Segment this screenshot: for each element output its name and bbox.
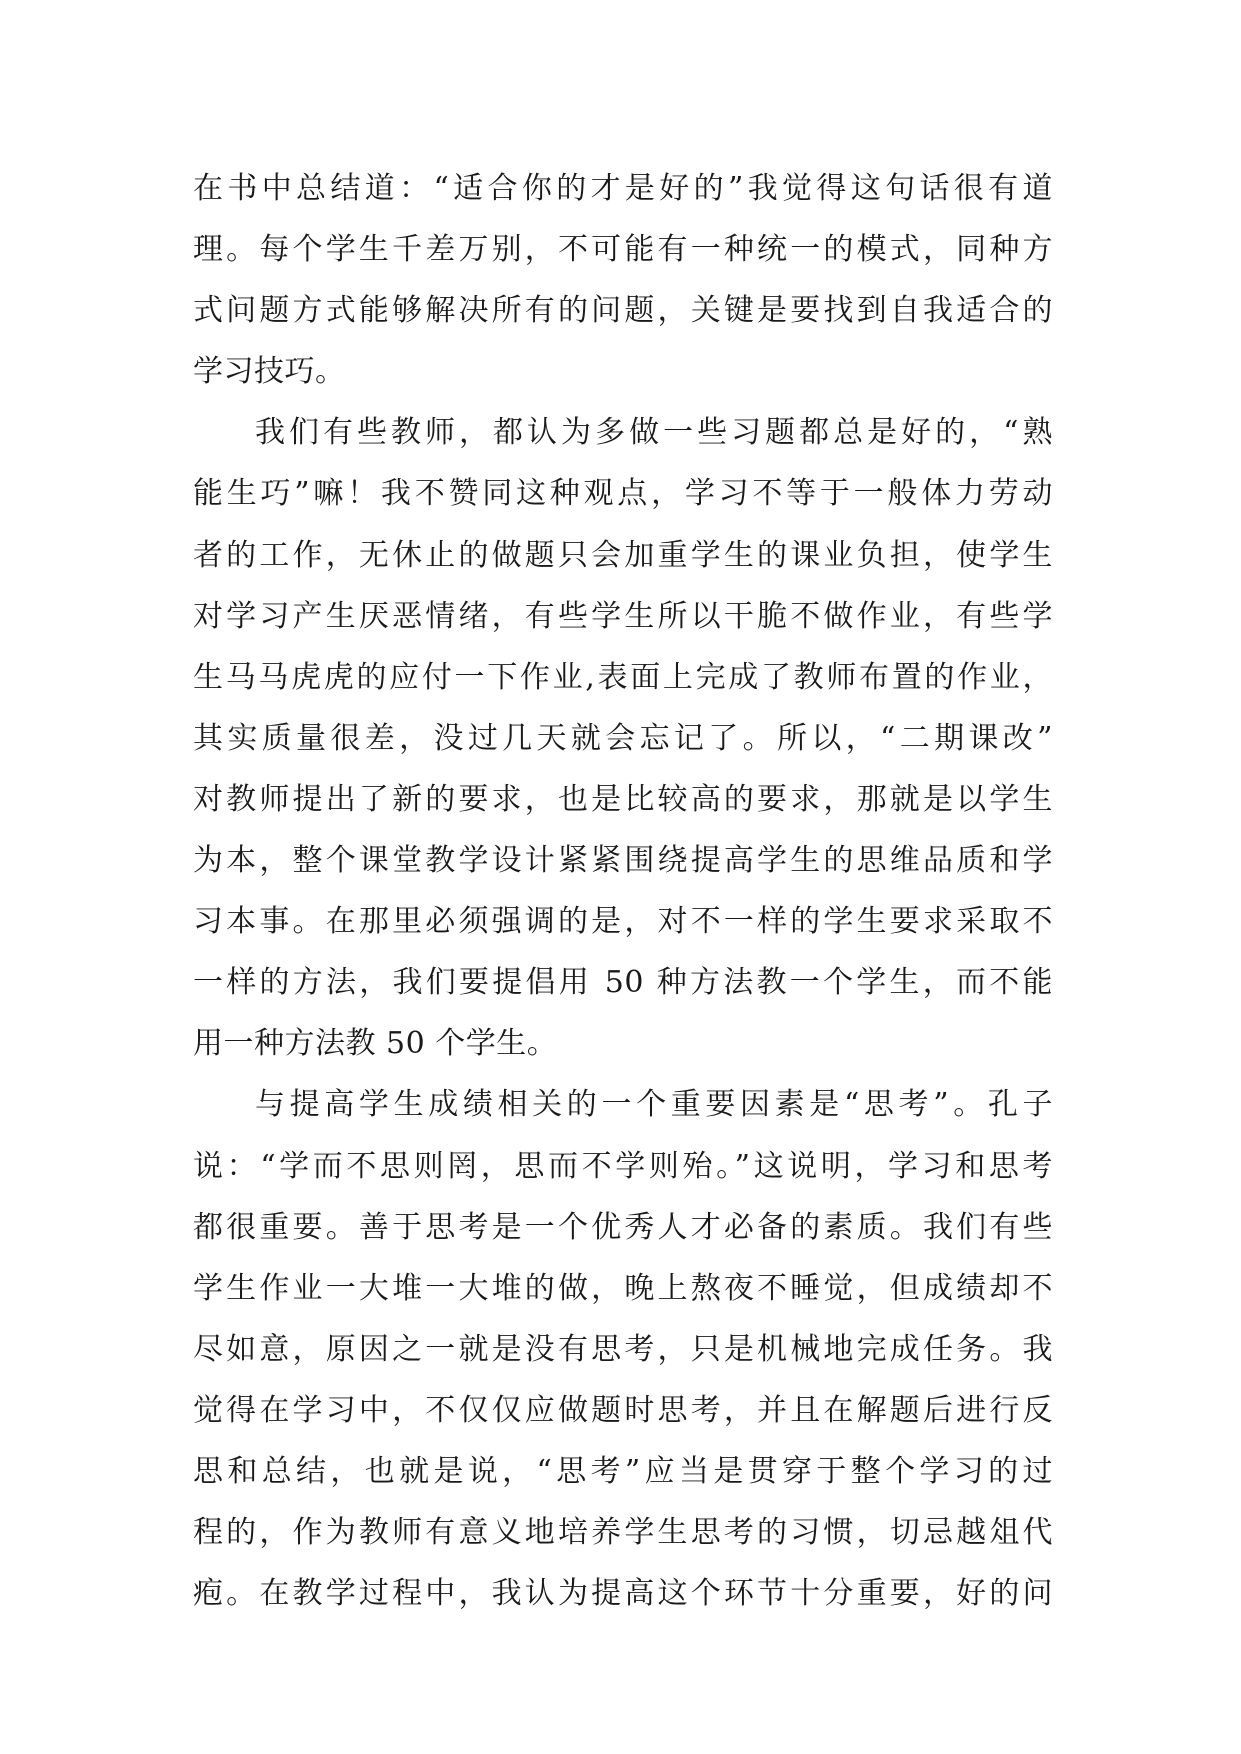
- text-line: 习本事。在那里必须强调的是，对不一样的学生要求采取不: [193, 904, 1053, 940]
- text-line: 式问题方式能够解决所有的问题，关键是要找到自我适合的: [193, 293, 1053, 329]
- text-line: 能生巧”嘛！我不赞同这种观点，学习不等于一般体力劳动: [193, 476, 1053, 512]
- text-line: 用一种方法教 50 个学生。: [193, 1026, 558, 1062]
- text-line: 为本，整个课堂教学设计紧紧围绕提高学生的思维品质和学: [193, 843, 1053, 879]
- text-line: 思和总结，也就是说，“思考”应当是贯穿于整个学习的过: [193, 1453, 1053, 1489]
- text-line: 学生作业一大堆一大堆的做，晚上熬夜不睡觉，但成绩却不: [193, 1270, 1053, 1306]
- text-line: 在书中总结道：“适合你的才是好的”我觉得这句话很有道: [193, 171, 1053, 206]
- text-line: 尽如意，原因之一就是没有思考，只是机械地完成任务。我: [193, 1331, 1053, 1367]
- text-line: 生马马虎虎的应付一下作业,表面上完成了教师布置的作业，: [193, 659, 1053, 695]
- text-line: 觉得在学习中，不仅仅应做题时思考，并且在解题后进行反: [193, 1392, 1053, 1428]
- text-line: 对学习产生厌恶情绪，有些学生所以干脆不做作业，有些学: [193, 598, 1053, 634]
- text-line: 学习技巧。: [193, 354, 346, 390]
- text-line: 程的，作为教师有意义地培养学生思考的习惯，切忌越俎代: [193, 1515, 1053, 1551]
- text-line: 者的工作，无休止的做题只会加重学生的课业负担，使学生: [193, 537, 1053, 573]
- text-line: 疱。在教学过程中，我认为提高这个环节十分重要，好的问: [193, 1576, 1053, 1612]
- body-text: [193, 158, 1053, 1624]
- text-line: 其实质量很差，没过几天就会忘记了。所以，“二期课改”: [193, 720, 1053, 756]
- text-line: 对教师提出了新的要求，也是比较高的要求，那就是以学生: [193, 781, 1053, 817]
- text-line: 都很重要。善于思考是一个优秀人才必备的素质。我们有些: [193, 1209, 1053, 1245]
- text-line: 与提高学生成绩相关的一个重要因素是“思考”。孔子: [255, 1087, 1053, 1123]
- text-line: 一样的方法，我们要提倡用 50 种方法教一个学生，而不能: [193, 965, 1053, 1001]
- text-line: 理。每个学生千差万别，不可能有一种统一的模式，同种方: [193, 232, 1053, 268]
- text-line: 说：“学而不思则罔，思而不学则殆。”这说明，学习和思考: [193, 1148, 1053, 1184]
- text-line: 我们有些教师，都认为多做一些习题都总是好的，“熟: [255, 415, 1053, 451]
